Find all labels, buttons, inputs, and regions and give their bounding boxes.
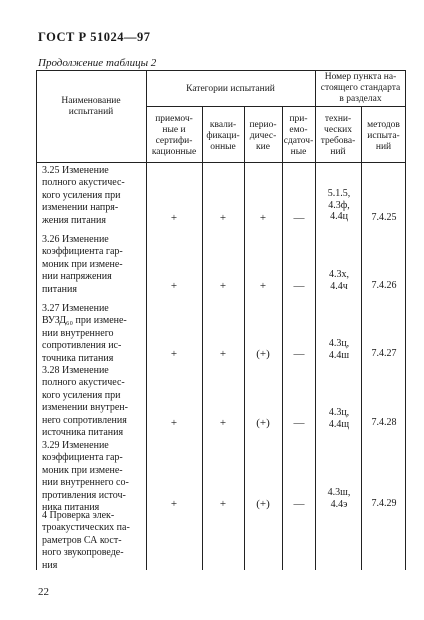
row-3-27-tech: 4.3ц, 4.4ш: [328, 338, 350, 361]
row-3-29-delivery: —: [293, 498, 305, 510]
row-3-29-tech: 4.3ш, 4.4э: [327, 487, 351, 510]
row-3-29-acceptance: +: [170, 498, 178, 510]
header-bottom-border: [36, 162, 406, 163]
row-3-25-periodic: +: [259, 212, 267, 224]
row-3-28-delivery: —: [293, 417, 305, 429]
row-3-26-periodic: +: [259, 280, 267, 292]
header-delivery: при- емо- сдаточ- ные: [283, 114, 314, 157]
row-3-28-methods: 7.4.28: [371, 417, 397, 428]
row-name-3-28: 3.28 Изменение полного акустичес- кого усиления при изменении внутрен- него сопротивления источника питания: [42, 365, 128, 439]
row-3-28-qualification: +: [219, 417, 227, 429]
col-divider-acceptance: [202, 106, 203, 570]
row-3-28-acceptance: +: [170, 417, 178, 429]
row-name-4: 4 Проверка элек- троакустических па- раметров СА кост- ного звукопроведе- ния: [42, 510, 130, 571]
header-acceptance: приемоч- ные и сертифи- кационные: [151, 114, 197, 157]
row-3-25-methods: 7.4.25: [371, 212, 397, 223]
document-header: ГОСТ Р 51024—97: [38, 30, 151, 44]
row-3-25-tech: 5.1.5, 4.3ф, 4.4ц: [327, 188, 351, 222]
page-number: 22: [38, 586, 49, 598]
header-categories: Категории испытаний: [186, 84, 275, 94]
categories-divider: [146, 106, 406, 107]
row-3-25-qualification: +: [219, 212, 227, 224]
row-3-29-periodic: (+): [256, 498, 270, 510]
col-divider-qualification: [244, 106, 245, 570]
header-test-methods: методов испыта- ний: [367, 120, 400, 152]
row-3-29-methods: 7.4.29: [371, 498, 397, 509]
row-name-3-25: 3.25 Изменение полного акустичес- кого усиления при изменении напря- жения питания: [42, 165, 125, 226]
row-3-26-qualification: +: [219, 280, 227, 292]
row-3-26-acceptance: +: [170, 280, 178, 292]
header-tech-requirements: техни- ческих требова- ний: [320, 114, 356, 157]
row-3-27-methods: 7.4.27: [371, 348, 397, 359]
row-3-29-qualification: +: [219, 498, 227, 510]
header-qualification: квали- фикаци- онные: [206, 120, 240, 152]
row-3-26-delivery: —: [293, 280, 305, 292]
header-clause-number: Номер пункта на- стоящего стандарта в разделах: [320, 72, 401, 104]
row-3-28-periodic: (+): [256, 417, 270, 429]
row-3-27-acceptance: +: [170, 348, 178, 360]
table-continuation-caption: Продолжение таблицы 2: [38, 57, 157, 69]
row-3-26-tech: 4.3х, 4.4ч: [329, 269, 349, 292]
row-3-28-tech: 4.3ц, 4.4щ: [328, 407, 350, 430]
row-name-3-27: 3.27 Изменение ВУЗД₆₀ при измене- нии внутреннего сопротивления ис- точника питания: [42, 303, 127, 364]
header-test-name: Наименование испытаний: [61, 96, 121, 117]
row-3-27-qualification: +: [219, 348, 227, 360]
row-3-26-methods: 7.4.26: [371, 280, 397, 291]
test-table: [36, 70, 406, 570]
header-periodic: перио- дичес- кие: [249, 120, 277, 152]
col-divider-tech: [361, 106, 362, 570]
table-left-border: [36, 70, 37, 570]
row-3-27-delivery: —: [293, 348, 305, 360]
col-divider-periodic: [282, 106, 283, 570]
row-3-25-acceptance: +: [170, 212, 178, 224]
row-name-3-26: 3.26 Изменение коэффициента гар- моник при измене- нии напряжения питания: [42, 234, 123, 295]
row-3-27-periodic: (+): [256, 348, 270, 360]
row-3-25-delivery: —: [293, 212, 305, 224]
row-name-3-29: 3.29 Изменение коэффициента гар- моник при измене- нии внутреннего со- противления источ- ника питания: [42, 440, 129, 514]
table-top-border: [36, 70, 406, 71]
